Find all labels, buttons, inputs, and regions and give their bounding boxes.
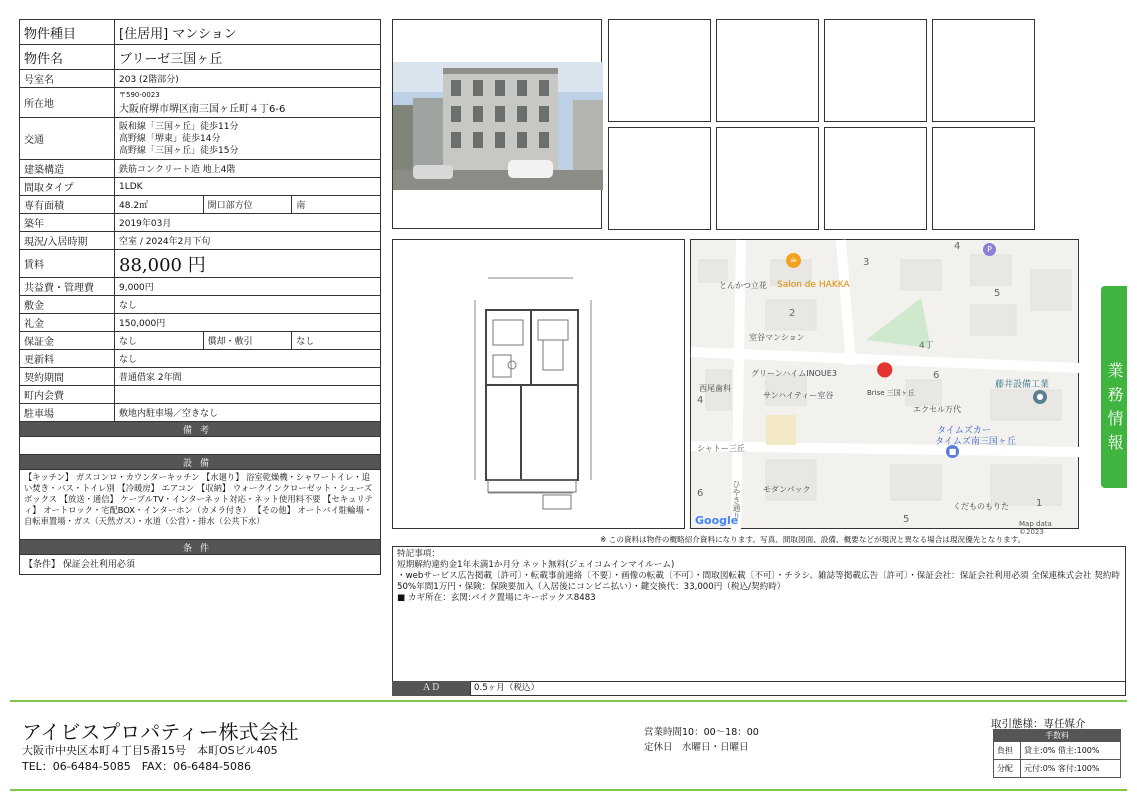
remarks-header: 備考 [20,422,381,437]
ad-label: ＡＤ [392,681,470,696]
area-value: 48.2㎡ [115,196,204,214]
company-name: アイビスプロパティー株式会社 [22,720,299,744]
notes-line: ■ カギ所在：玄関:バイク置場にキーボックス8483 [397,593,596,603]
town-label: 町内会費 [20,386,115,404]
parking-label: 駐車場 [20,404,115,422]
notes-line: ・webサービス広告掲載〔許可〕・転載事前連絡〔不要〕・画像の転載〔不可〕・間取図転載〔不可〕・チラシ、雑誌等掲載広告〔許可〕・保証会社：保証会社利用必須 全保連株式会社 契約時50%年間1万円・保険：保険要加入（入居後にコンビニ払い）・鍵交換代：33,000円（税込/契約時） [397,571,1120,592]
deposit-value: なし [115,296,381,314]
map-attribution: Map data ©2023 [1019,520,1052,536]
floor-plan [392,239,685,529]
type-value: [住居用] マンション [115,20,381,45]
map-label: サンハイティー室谷 [763,391,834,400]
status-value: 空室 / 2024年2月下旬 [115,232,381,250]
amort-label: 償却・敷引 [203,332,292,350]
area-label: 専有面積 [20,196,115,214]
property-location-pin-icon[interactable]: ● [876,356,894,380]
block-number: 4 [697,395,704,406]
transaction-mode: 取引態様：専任媒介 [991,718,1086,730]
rent-value: 88,000 円 [115,250,381,278]
car-rental-pin-icon[interactable]: ■ [946,445,959,458]
block-number: 4丁 [919,341,934,351]
company-address: 大阪市中央区本町４丁目5番15号 本町OSビル405 [22,744,278,757]
google-logo: Google [695,514,739,527]
keymoney-value: 150,000円 [115,314,381,332]
equipment-text: 【キッチン】 ガスコンロ・カウンターキッチン 【水廻り】 浴室乾燥機・シャワートイレ・追い焚き・バス・トイレ別 【冷暖房】 エアコン 【収納】 ウォークインクローゼット・シューズボックス 【放送・通信】 ケーブルTV・インターネット対応・ネット使用料不要 【セキュリティ】 オートロック・宅配BOX・インターホン（カメラ付き） 【その他】 オートバイ駐輪場・自転車置場・ガス（天然ガス）・水道（公営）・排水（公共下水） [20,470,381,540]
company-contact: TEL：06-6484-5085 FAX：06-6484-5086 [22,760,252,773]
photo-slot [824,19,927,122]
map-label: 西尾歯科 [699,384,731,393]
map-label: エクセル万代 [913,405,961,414]
photo-slot [608,127,711,230]
postal-code: 〒590-0023 [119,90,160,99]
name-value: ブリーゼ三国ヶ丘 [115,45,381,70]
name-label: 物件名 [20,45,115,70]
disclaimer: ※ この資料は物件の概略紹介資料になります。写真、間取図面、設備、概要などが現況と異なる場合は現況優先となります。 [600,535,1026,544]
street-name: ひやき通り [732,480,741,520]
special-notes [392,546,1126,696]
guarantee-value: なし [115,332,204,350]
access-line: 高野線「三国ヶ丘」徒歩15分 [119,145,239,156]
rent-label: 賃料 [20,250,115,278]
built-label: 築年 [20,214,115,232]
property-table [19,19,381,575]
equipment-header: 設備 [20,455,381,470]
access-line: 高野線「堺東」徒歩14分 [119,133,221,144]
layout-value: 1LDK [115,178,381,196]
business-info-tab[interactable]: 業務情報 [1101,286,1127,488]
conditions-header: 条件 [20,540,381,555]
building-photo-image [393,20,603,230]
map-label: 藤井設備工業 [995,380,1050,390]
map-label: Salon de HAKKA [777,280,850,290]
remarks-body [20,437,381,455]
access-label: 交通 [20,118,115,160]
town-value [115,386,381,404]
map-label: とんかつ立花 [719,281,767,290]
photo-slot [824,127,927,230]
ad-value: 0.5ヶ月（税込） [470,681,1126,696]
block-number: 6 [697,488,704,499]
block-number: 5 [903,514,910,525]
address-value: 大阪府堺市堺区南三国ヶ丘町４丁6-6 [119,103,286,115]
layout-label: 間取タイプ [20,178,115,196]
map-label: くだものもりた [953,502,1009,511]
block-number: 3 [863,257,870,268]
photo-slot [932,127,1035,230]
map-label: 室谷マンション [749,333,805,342]
block-number: 4 [954,241,961,252]
address-label: 所在地 [20,88,115,118]
map-label: モダンパック [763,485,811,494]
contract-label: 契約期間 [20,368,115,386]
fee-row-value: 元付:0% 客付:100% [1021,760,1121,778]
map-label: シャトー三丘 [697,444,745,453]
photo-slot [608,19,711,122]
block-number: 2 [789,308,796,319]
amort-value: なし [292,332,381,350]
renewal-value: なし [115,350,381,368]
built-value: 2019年03月 [115,214,381,232]
fee-row-label: 分配 [994,760,1021,778]
guarantee-label: 保証金 [20,332,115,350]
contract-value: 普通借家 2年間 [115,368,381,386]
fee-value: 9,000円 [115,278,381,296]
conditions-text: 【条件】 保証会社利用必須 [20,555,381,575]
room-label: 号室名 [20,70,115,88]
floor-plan-drawing [393,240,684,528]
cafe-pin-icon[interactable]: ☕ [786,253,801,268]
structure-value: 鉄筋コンクリート造 地上4階 [115,160,381,178]
renewal-label: 更新料 [20,350,115,368]
map-label: Brise 三国ヶ丘 [867,389,915,397]
map-label: グリーンハイムINOUE3 [751,369,837,378]
keymoney-label: 礼金 [20,314,115,332]
building-photo [392,19,602,229]
map-label: タイムズカー [937,426,991,436]
fee-row-value: 貸主:0% 借主:100% [1021,742,1121,760]
map-label: タイムズ南三国ヶ丘 [935,437,1016,447]
notes-line: 短期解約違約金1年未満1か月分 ネット無料(ジェイコムインマイルーム) [397,560,675,570]
access-line: 阪和線「三国ヶ丘」徒歩11分 [119,121,239,132]
holiday: 定休日 水曜日・日曜日 [644,742,749,753]
business-pin-icon[interactable]: ● [1033,390,1047,404]
footer-top-line [10,700,1127,702]
block-number: 6 [933,370,940,381]
type-label: 物件種目 [20,20,115,45]
structure-label: 建築構造 [20,160,115,178]
parking-pin-icon[interactable]: P [983,243,996,256]
direction-value: 南 [292,196,381,214]
room-value: 203 (2階部分) [115,70,381,88]
location-map[interactable] [690,239,1079,536]
fee-header: 手数料 [994,730,1121,742]
status-label: 現況/入居時期 [20,232,115,250]
block-number: 5 [994,288,1001,299]
notes-title: 特記事項： [397,549,440,559]
business-hours: 営業時間10：00～18：00 [644,727,759,738]
parking-value: 敷地内駐車場／空きなし [115,404,381,422]
block-number: 1 [1036,498,1043,509]
direction-label: 開口部方位 [203,196,292,214]
photo-slot [716,19,819,122]
fee-row-label: 負担 [994,742,1021,760]
fee-label: 共益費・管理費 [20,278,115,296]
photo-slot [716,127,819,230]
photo-slot [932,19,1035,122]
footer-bottom-line [10,789,1127,791]
deposit-label: 敷金 [20,296,115,314]
fee-table [993,729,1121,778]
